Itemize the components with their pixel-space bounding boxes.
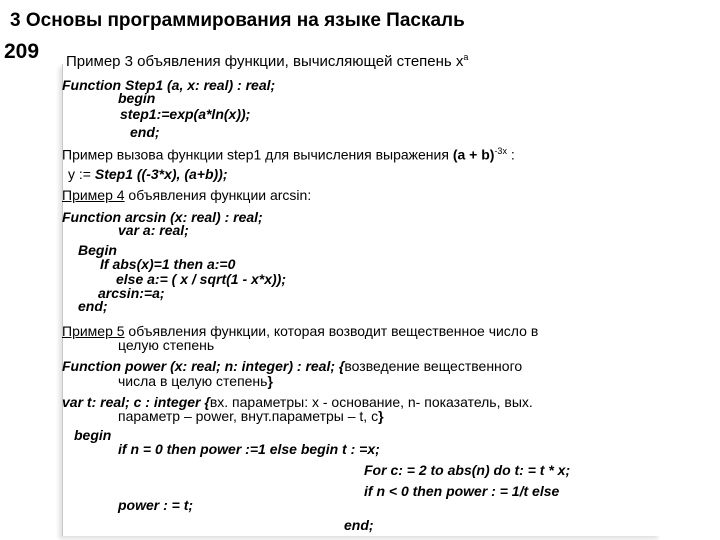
call-example-code: y := Step1 ((-3*x), (a+b));: [68, 166, 228, 182]
ex5-code-line: end;: [344, 517, 374, 533]
ex3-heading: Пример 3 объявления функции, вычисляющей степень $х^а$: [66, 52, 469, 70]
ex3-code-line: step1:=exp(a*ln(x));: [120, 106, 251, 122]
ex5-heading: Пример 5 объявления функции, которая возводит вещественное число в: [62, 323, 539, 339]
ex4-code-line: Begin: [78, 242, 117, 258]
ex5-function-decl-cont: числа в целую степень}: [118, 373, 273, 389]
ex3-code-line: Function Step1 (a, x: real) : real;: [62, 77, 276, 93]
ex5-var-decl: var t: real; c : integer {вх. параметры: х - основание, n- показатель, вых.: [62, 394, 533, 410]
ex5-function-decl: Function power (x: real; n: integer) : real; {возведение вещественного: [62, 358, 523, 374]
ex5-code-line: if n = 0 then power :=1 else begin t : =x;: [118, 441, 380, 457]
ex5-code-line: if n < 0 then power : = 1/t else: [364, 483, 560, 499]
ex5-code-line: begin: [74, 427, 112, 443]
slide-number: 209: [4, 40, 40, 63]
slide-title: 3 Основы программирования на языке Паскаль: [10, 10, 465, 31]
ex4-code-line: arcsin:=a;: [98, 285, 165, 301]
ex5-heading-cont: целую степень: [118, 337, 215, 353]
ex4-code-line: If abs(x)=1 then a:=0: [100, 256, 236, 272]
ex5-code-line: For c: = 2 to abs(n) do t: = t * x;: [364, 462, 571, 478]
ex4-code-line: end;: [78, 298, 108, 314]
ex5-code-line: power : = t;: [118, 497, 194, 513]
ex4-code-line: Function arcsin (x: real) : real;: [62, 209, 263, 225]
call-example-text: Пример вызова функции step1 для вычисления выражения $(a + b)^{-3x}$ :: [62, 146, 515, 163]
ex5-var-decl-cont: параметр – power, внут.параметры – t, c}: [118, 408, 384, 424]
ex4-code-line: else a:= ( x / sqrt(1 - x*x));: [116, 271, 287, 287]
ex3-code-line: end;: [130, 124, 160, 140]
ex4-code-line: var a: real;: [118, 222, 189, 238]
ex4-heading: Пример 4 объявления функции arcsin:: [62, 187, 312, 203]
ex3-code-line: begin: [118, 90, 156, 106]
